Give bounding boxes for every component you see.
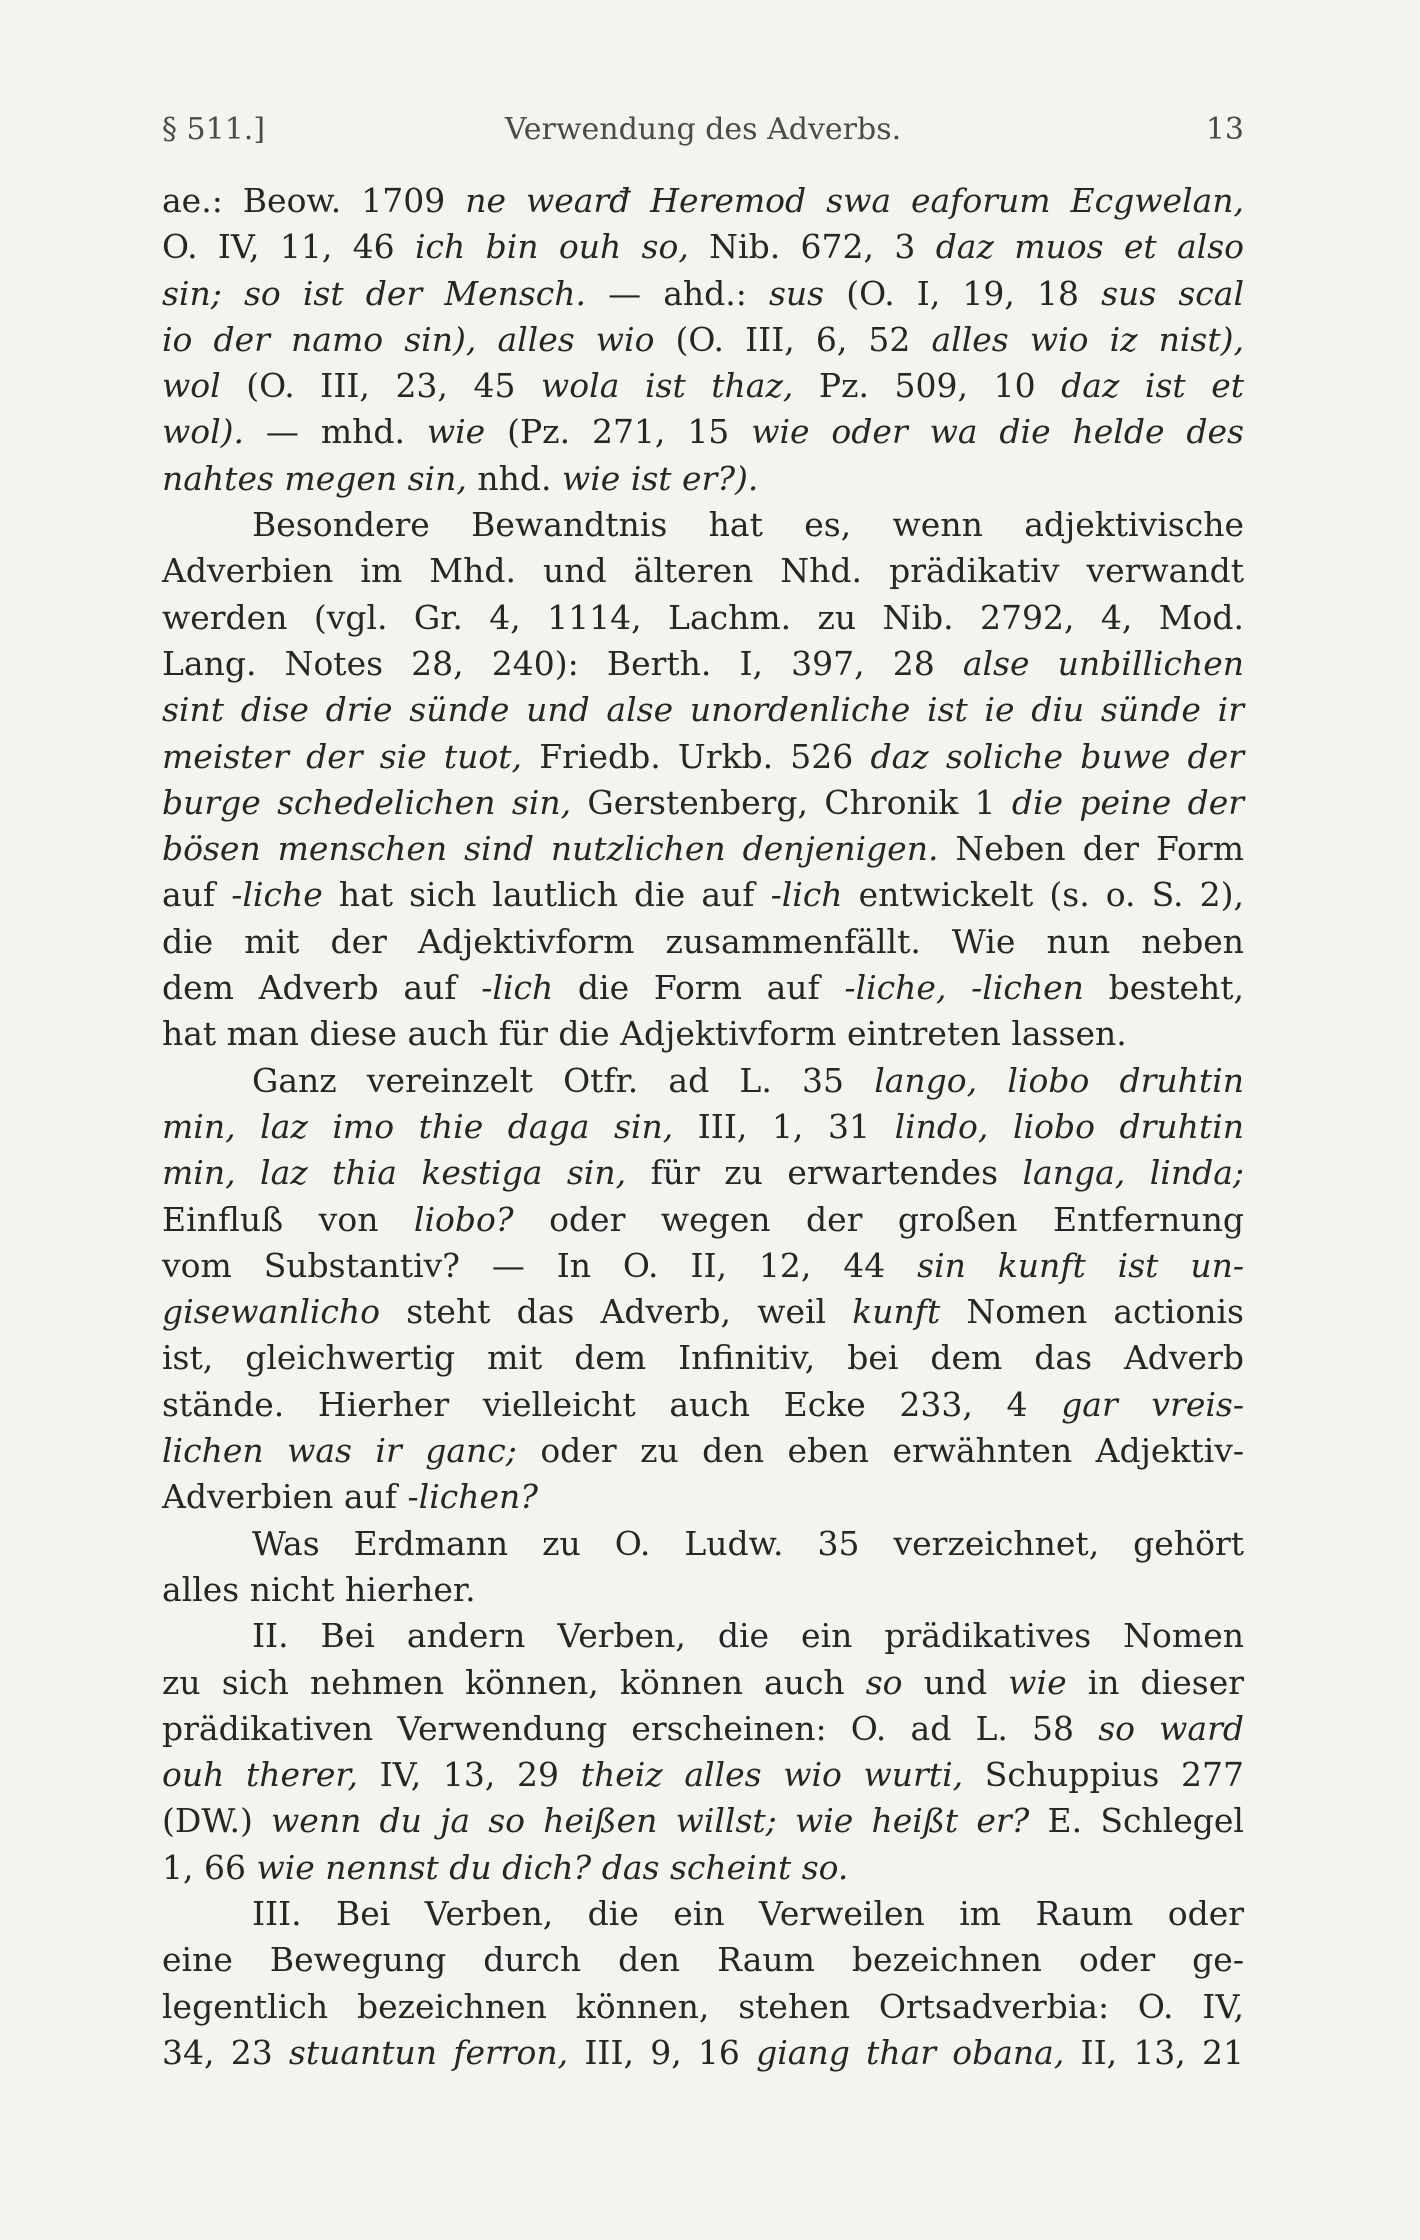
text-segment: nhd.	[466, 458, 562, 498]
text-line	[162, 1937, 1244, 1983]
text-segment: entwickelt (s. o. S. 2),	[842, 875, 1244, 915]
italic-quotation: wol	[162, 366, 221, 406]
text-segment: dem Adverb auf	[162, 968, 482, 1008]
text-line	[162, 1011, 1244, 1057]
text-line	[162, 1521, 1244, 1567]
italic-quotation: wol).	[162, 412, 245, 452]
text-body	[162, 178, 1244, 2076]
text-line	[162, 271, 1244, 317]
italic-quotation: sin kunft ist un-	[917, 1245, 1244, 1285]
italic-quotation: -liche, -lichen	[844, 968, 1084, 1008]
text-segment: hat man diese auch für die Adjektivform eintreten lassen.	[162, 1014, 1127, 1054]
text-line	[162, 687, 1244, 733]
text-line	[162, 1335, 1244, 1381]
text-segment: eine Bewegung durch den Raum bezeichnen oder ge-	[162, 1940, 1244, 1980]
text-segment: III, 1, 31	[673, 1106, 895, 1146]
text-segment: werden (vgl. Gr. 4, 1114, Lachm. zu Nib. 2792, 4, Mod.	[162, 597, 1244, 637]
text-line	[162, 1428, 1244, 1474]
text-line	[162, 548, 1244, 594]
text-line	[162, 734, 1244, 780]
italic-quotation: alse unbillichen	[962, 643, 1244, 683]
text-segment: (Pz. 271, 15	[485, 412, 752, 452]
text-line	[162, 1845, 1244, 1891]
italic-quotation: wie	[426, 412, 486, 452]
italic-quotation: kunft	[852, 1292, 941, 1332]
text-segment	[476, 320, 497, 359]
text-line	[162, 641, 1244, 687]
text-line	[162, 317, 1244, 363]
text-line	[162, 1567, 1244, 1613]
italic-quotation: -lich	[770, 875, 843, 915]
text-line	[162, 1984, 1244, 2030]
text-segment: Adverbien auf	[162, 1477, 408, 1517]
text-segment: alles nicht hierher.	[162, 1569, 476, 1609]
italic-quotation: -liche	[231, 875, 323, 915]
italic-quotation: wie oder wa die helde des	[751, 412, 1244, 452]
running-title: Verwendung des Adverbs.	[504, 112, 902, 147]
italic-quotation: burge schedelichen sin,	[162, 782, 572, 822]
italic-quotation: liobo?	[413, 1199, 514, 1239]
text-segment: prädikativen Verwendung erscheinen: O. ad L. 58	[162, 1708, 1099, 1748]
italic-quotation: min, laz thia kestiga sin,	[162, 1153, 627, 1193]
italic-quotation: io der namo sin),	[162, 319, 477, 359]
text-line	[162, 456, 1244, 502]
text-segment: Gerstenberg, Chronik 1	[571, 782, 1012, 822]
italic-quotation: -lich	[481, 968, 554, 1008]
text-line	[162, 826, 1244, 872]
text-line	[162, 502, 1244, 548]
italic-quotation: so	[865, 1662, 903, 1702]
text-line	[162, 1752, 1244, 1798]
text-segment: (O. III, 6, 52	[654, 319, 932, 359]
text-segment: Adverbien im Mhd. und älteren Nhd. prädikativ verwandt	[162, 551, 1244, 591]
running-header	[162, 112, 1244, 162]
italic-quotation: wola ist thaz,	[541, 366, 794, 406]
text-segment: Nib. 672, 3	[688, 227, 936, 267]
text-segment: die Form auf	[553, 968, 845, 1008]
text-line	[162, 1058, 1244, 1104]
text-segment: III. Bei Verben, die ein Verweilen im Raum oder	[252, 1893, 1244, 1933]
italic-quotation: stuantun ferron,	[288, 2032, 569, 2072]
text-line	[162, 2030, 1244, 2076]
text-segment: hat sich lautlich die auf	[322, 875, 771, 915]
text-segment: (O. I, 19, 18	[824, 273, 1102, 313]
italic-quotation: ouh therer,	[162, 1755, 359, 1795]
italic-quotation: giang thar obana,	[756, 2032, 1065, 2072]
text-segment: Schuppius 277	[963, 1755, 1244, 1795]
text-segment: ae.: Beow. 1709	[162, 181, 466, 220]
italic-quotation: sus scal	[1101, 273, 1244, 313]
italic-quotation: wie	[1008, 1662, 1067, 1702]
text-line	[162, 1798, 1244, 1844]
italic-quotation: lango, liobo druhtin	[874, 1060, 1244, 1100]
text-segment: auf	[162, 875, 232, 915]
text-segment: Friedb. Urkb. 526	[522, 736, 871, 776]
italic-quotation: sus	[768, 273, 825, 313]
text-segment: II, 13, 21	[1064, 2032, 1244, 2072]
text-segment: Einfluß von	[162, 1199, 414, 1239]
italic-quotation: meister der sie tuot,	[162, 736, 523, 776]
text-segment: IV, 13, 29	[358, 1755, 581, 1795]
section-reference: § 511.]	[162, 112, 266, 147]
italic-quotation: sin; so ist der Mensch.	[162, 273, 586, 313]
italic-quotation: wenn du ja so heißen willst; wie heißt er?	[271, 1801, 1030, 1841]
italic-quotation: sint dise drie sünde und alse unordenliche ist ie diu sünde ir	[162, 690, 1244, 730]
italic-quotation: lichen was ir ganc;	[162, 1431, 517, 1471]
text-segment: 34, 23	[162, 2032, 289, 2072]
italic-quotation: wie ist er?).	[561, 458, 759, 498]
text-segment: Was Erdmann zu O. Ludw. 35 verzeichnet, gehört	[252, 1523, 1244, 1563]
text-line	[162, 178, 1244, 224]
text-segment: Nomen actionis	[940, 1292, 1244, 1332]
text-line	[162, 872, 1244, 918]
text-line	[162, 965, 1244, 1011]
italic-quotation: daz muos et also	[935, 227, 1245, 267]
text-segment: — mhd.	[244, 412, 427, 452]
text-segment: besteht,	[1083, 968, 1245, 1008]
italic-quotation: langa, linda;	[1022, 1153, 1244, 1193]
italic-quotation: ne wearđ Heremod swa eaforum Ecgwelan,	[465, 181, 1244, 220]
text-segment: (DW.)	[162, 1801, 272, 1841]
text-line	[162, 1150, 1244, 1196]
text-line	[162, 780, 1244, 826]
italic-quotation: bösen menschen sind nutzlichen denjenigen.	[162, 829, 939, 869]
text-segment: für zu erwartendes	[626, 1153, 1023, 1193]
italic-quotation: -lichen?	[407, 1477, 538, 1517]
italic-quotation: gar vreis-	[1061, 1384, 1244, 1424]
text-segment: III, 9, 16	[568, 2032, 757, 2072]
text-segment: legentlich bezeichnen können, stehen Ortsadverbia: O. IV,	[162, 1986, 1244, 2026]
text-segment: Lang. Notes 28, 240): Berth. I, 397, 28	[162, 643, 963, 683]
italic-quotation: daz soliche buwe der	[870, 736, 1244, 776]
text-segment: II. Bei andern Verben, die ein prädikatives Nomen	[252, 1616, 1244, 1656]
text-segment: Pz. 509, 10	[793, 366, 1062, 406]
italic-quotation: theiz alles wio wurti,	[580, 1755, 964, 1795]
text-segment: vom Substantiv? — In O. II, 12, 44	[162, 1245, 918, 1285]
text-line	[162, 1474, 1244, 1520]
text-segment: und	[902, 1662, 1009, 1702]
text-line	[162, 1660, 1244, 1706]
text-segment: stände. Hierher vielleicht auch Ecke 233, 4	[162, 1384, 1062, 1424]
italic-quotation: alles wio iz nist),	[931, 319, 1244, 359]
text-line	[162, 1382, 1244, 1428]
text-segment: O. IV, 11, 46	[162, 227, 415, 267]
text-line	[162, 1289, 1244, 1335]
text-segment: Ganz vereinzelt Otfr. ad L. 35	[252, 1060, 875, 1100]
text-segment: die mit der Adjektivform zusammenfällt. Wie nun neben	[162, 921, 1244, 961]
text-line	[162, 1243, 1244, 1289]
text-segment: Besondere Bewandtnis hat es, wenn adjektivische	[252, 505, 1244, 545]
text-line	[162, 1613, 1244, 1659]
text-segment: in dieser	[1066, 1662, 1244, 1702]
text-line	[162, 224, 1244, 270]
text-line	[162, 1104, 1244, 1150]
text-line	[162, 595, 1244, 641]
text-segment: Neben der Form	[938, 829, 1244, 869]
text-segment: zu sich nehmen können, können auch	[162, 1662, 866, 1702]
text-segment: 1, 66	[162, 1847, 257, 1887]
text-segment: steht das Adverb, weil	[380, 1292, 853, 1332]
text-segment: — ahd.:	[586, 273, 769, 313]
italic-quotation: gisewanlicho	[162, 1292, 381, 1332]
italic-quotation: so ward	[1098, 1708, 1244, 1748]
italic-quotation: wie nennst du dich? das scheint so.	[256, 1847, 849, 1887]
italic-quotation: ich bin ouh so,	[414, 227, 689, 267]
text-line	[162, 1197, 1244, 1243]
text-segment: (O. III, 23, 45	[220, 366, 542, 406]
italic-quotation: alles wio	[497, 319, 655, 359]
text-line	[162, 1706, 1244, 1752]
text-line	[162, 1891, 1244, 1937]
page-number: 13	[1205, 112, 1244, 147]
text-line	[162, 919, 1244, 965]
text-segment: ist, gleichwertig mit dem Infinitiv, bei dem das Adverb	[162, 1338, 1244, 1378]
italic-quotation: nahtes megen sin,	[162, 458, 467, 498]
text-line	[162, 409, 1244, 455]
italic-quotation: daz ist et	[1061, 366, 1244, 406]
italic-quotation: lindo, liobo druhtin	[894, 1106, 1244, 1146]
text-line	[162, 363, 1244, 409]
text-segment: E. Schlegel	[1029, 1801, 1244, 1841]
text-segment: oder zu den eben erwähnten Adjektiv-	[516, 1431, 1244, 1471]
text-segment: oder wegen der großen Entfernung	[513, 1199, 1244, 1239]
italic-quotation: die peine der	[1011, 782, 1245, 822]
italic-quotation: min, laz imo thie daga sin,	[162, 1106, 674, 1146]
